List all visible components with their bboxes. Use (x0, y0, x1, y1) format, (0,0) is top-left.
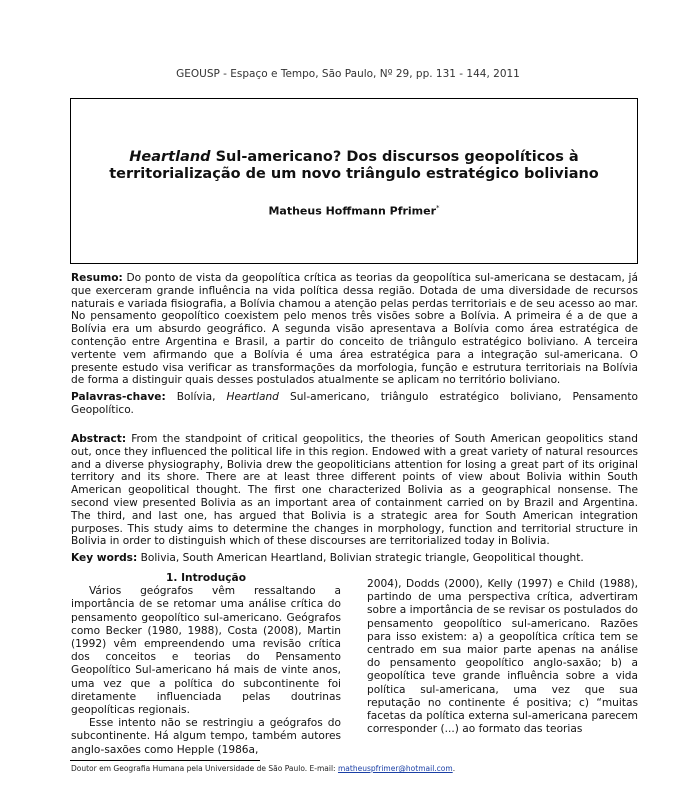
left-paragraph-1: Vários geógrafos vêm ressaltando a importância de se retomar uma análise crítica do pensamento geopolítico sul-americano. Geógrafos como Becker (1980, 1988), Costa (2008), Martin (1992) vêm empreendendo uma revisão crítica dos conceitos e teorias do Pensamento Geopolítico Sul-americano há mais de vinte anos, uma vez que a política do subcontinente foi diretamente influenciada pelas doutrinas geopolíticas regionais. (71, 585, 341, 717)
footnote-end: . (452, 764, 456, 773)
abstract-text: From the standpoint of critical geopolitics, the theories of South American geopolitics stand out, once they influenced the political life in this region. Endowed with a great variety of natural resources and a diverse physiography, Bolivia drew the geopoliticians attention for losing a great part of its original territory and its shore. There are at least three different points of view about Bolivia within South American geopolitical thought. The first one characterized Bolivia as a geographical nonsense. The second view presented Bolivia as an important area of containment carried on by Brazil and Argentina. The third, and last one, has argued that Bolivia is a strategic area for South American integration purposes. This study aims to determine the changes in morphology, function and territorial structure in Bolivia in order to distinguish which of these discourses are territorialized today in Bolivia. (71, 433, 638, 548)
palavras-chave-label: Palavras-chave: (71, 391, 166, 403)
abstract-label: Abstract: (71, 433, 127, 445)
left-column (71, 572, 341, 757)
palavras-chave-text-before: Bolívia, (165, 391, 227, 403)
section-heading: 1. Introdução (166, 572, 246, 584)
resumo-paragraph (71, 272, 638, 387)
right-paragraph: 2004), Dodds (2000), Kelly (1997) e Child (1988), partindo de uma perspectiva crítica, advertiram sobre a importância de se revisar os postulados do pensamento geopolítico sul-americano. Razões para isso existem: a) a geopolítica crítica tem se centrado em sua maior parte apenas na análise do pensamento geopolítico anglo-saxão; b) a geopolítica teve grande influência sobre a vida política sul-americana, uma vez que sua reputação no continente é positiva; c) “muitas facetas da política externa sul-americana parecem corresponder (...) ao formato das teorias (367, 578, 638, 736)
title-line2: territorialização de um novo triângulo estratégico boliviano (109, 166, 599, 182)
right-column (367, 578, 638, 736)
keywords-paragraph (71, 552, 638, 565)
author-name-text: Matheus Hoffmann Pfrimer (268, 204, 437, 218)
footnote-divider (70, 760, 260, 761)
palavras-chave-paragraph (71, 391, 638, 417)
left-paragraph-2: Esse intento não se restringiu a geógrafos do subcontinente. Há algum tempo, também autores anglo-saxões como Hepple (1986a, (71, 717, 341, 756)
footnote (71, 764, 455, 773)
resumo-label: Resumo: (71, 272, 123, 284)
author-email-link[interactable]: matheuspfrimer@hotmail.com (337, 764, 453, 773)
abstract-paragraph (71, 433, 638, 548)
footnote-text: Doutor em Geografia Humana pela Universidade de São Paulo. E-mail: (71, 764, 338, 773)
author-footnote-mark: * (436, 204, 440, 212)
palavras-chave-italic: Heartland (226, 391, 279, 403)
palavras-chave-text-after: Sul-americano, triângulo estratégico boliviano, Pensamento Geopolítico. (71, 391, 638, 416)
title-box (70, 98, 638, 264)
journal-header: GEOUSP - Espaço e Tempo, São Paulo, Nº 29, pp. 131 - 144, 2011 (176, 68, 520, 80)
author-name (71, 204, 637, 218)
title-italic: Heartland (129, 149, 211, 165)
keywords-label: Key words: (71, 552, 138, 564)
title-line1: Sul-americano? Dos discursos geopolíticos à (210, 149, 579, 165)
article-title (71, 149, 637, 183)
resumo-text: Do ponto de vista da geopolítica crítica as teorias da geopolítica sul-americana se destacam, já que exerceram grande influência na vida política dessa região. Dotada de uma diversidade de recursos naturais e variada fisiografia, a Bolívia chamou a atenção pelas perdas territoriais e de seu acesso ao mar. No pensamento geopolítico coexistem pelo menos três visões sobre a Bolívia. A primeira é a de que a Bolívia era um absurdo geográfico. A segunda visão apresentava a Bolívia como área estratégica de contenção entre Argentina e Brasil, a partir do conceito de triângulo estratégico boliviano. A terceira vertente vem afirmando que a Bolívia é uma área estratégica para a integração sul-americana. O presente estudo visa verificar as transformações da morfologia, função e estrutura territoriais na Bolívia de forma a distinguir quais desses postulados atualmente se aplicam no território boliviano. (71, 272, 638, 387)
keywords-text: Bolivia, South American Heartland, Bolivian strategic triangle, Geopolitical thought. (137, 552, 584, 564)
